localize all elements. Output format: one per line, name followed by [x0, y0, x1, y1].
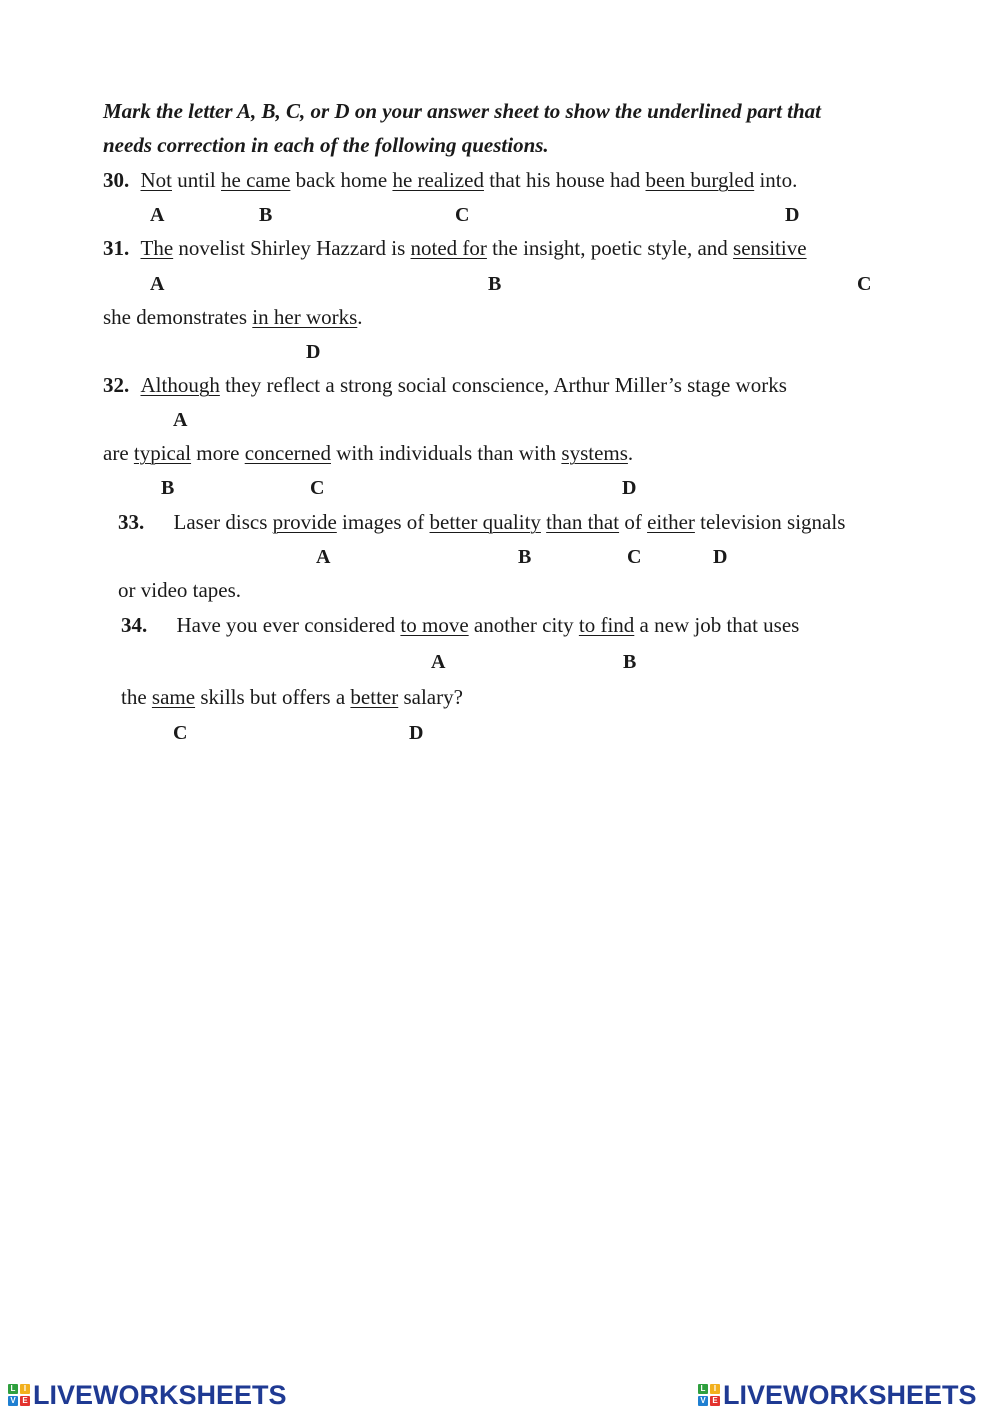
option-a-text[interactable]: Not [140, 168, 172, 192]
sentence-text: another city [468, 613, 579, 637]
q34-option-c-label: C [173, 722, 188, 744]
sentence-text: are [103, 441, 134, 465]
question-34-line-1 [121, 612, 799, 638]
q31-option-d-label: D [306, 341, 321, 363]
footer-logo-left[interactable] [8, 1378, 287, 1412]
logo-cell: V [8, 1396, 18, 1406]
brand-name: LIVEWORKSHEETS [723, 1379, 977, 1410]
sentence-text: the insight, poetic style, and [486, 236, 734, 260]
question-number: 33. [118, 510, 145, 534]
option-b-text[interactable]: to find [578, 613, 635, 637]
option-d-text[interactable]: systems [561, 441, 628, 465]
sentence-text: until [172, 168, 222, 192]
q33-option-c-label: C [627, 546, 642, 568]
q34-option-a-label: A [431, 651, 446, 673]
q30-option-c-label: C [455, 204, 470, 226]
option-a-text[interactable]: The [140, 236, 174, 260]
sentence-text: novelist Shirley Hazzard is [173, 236, 411, 260]
option-d-text[interactable]: in her works [252, 305, 358, 329]
q33-option-a-label: A [316, 546, 331, 568]
question-32-line-2 [103, 440, 633, 466]
option-c-text[interactable]: he realized [392, 168, 484, 192]
question-34-line-2 [121, 684, 463, 710]
option-c-text[interactable]: same [151, 685, 196, 709]
option-d-text[interactable]: been burgled [645, 168, 755, 192]
sentence-text: salary? [398, 685, 463, 709]
instructions-line-2: needs correction in each of the following questions. [103, 133, 549, 157]
q32-option-a-label: A [173, 409, 188, 431]
question-31-line-1 [103, 235, 807, 261]
option-c-text[interactable]: sensitive [733, 236, 807, 260]
question-32-line-1 [103, 372, 787, 398]
q33-option-b-label: B [518, 546, 532, 568]
sentence-text: into. [754, 168, 798, 192]
sentence-text: they reflect a strong social conscience, Arthur Miller’s stage works [219, 373, 787, 397]
option-c-text[interactable]: than that [546, 510, 620, 534]
sentence-text: . [357, 305, 363, 329]
sentence-text: . [627, 441, 634, 465]
sentence-text: Laser discs [173, 510, 273, 534]
sentence-text: she demonstrates [103, 305, 253, 329]
q31-option-a-label: A [150, 273, 165, 295]
logo-cell: E [710, 1396, 720, 1406]
logo-cell: L [8, 1384, 18, 1394]
q30-option-b-label: B [259, 204, 273, 226]
sentence-text: Have you ever considered [176, 613, 401, 637]
question-33-line-2 [118, 577, 241, 603]
logo-cell: V [698, 1396, 708, 1406]
logo-cell: I [710, 1384, 720, 1394]
question-33-line-1 [118, 509, 845, 535]
option-c-text[interactable]: concerned [244, 441, 331, 465]
sentence-text: more [191, 441, 245, 465]
q32-option-b-label: B [161, 477, 175, 499]
logo-cell: I [20, 1384, 30, 1394]
q31-option-b-label: B [488, 273, 502, 295]
q30-option-d-label: D [785, 204, 800, 226]
liveworksheets-logo-icon [8, 1384, 30, 1406]
sentence-text: skills but offers a [195, 685, 351, 709]
question-number: 34. [121, 613, 148, 637]
option-b-text[interactable]: better quality [429, 510, 541, 534]
q34-option-b-label: B [623, 651, 637, 673]
option-a-text[interactable]: to move [400, 613, 469, 637]
q30-option-a-label: A [150, 204, 165, 226]
sentence-text: the [121, 685, 152, 709]
option-b-text[interactable]: noted for [410, 236, 487, 260]
option-b-text[interactable]: he came [221, 168, 291, 192]
sentence-text: of [619, 510, 648, 534]
question-number: 30. [103, 168, 130, 192]
liveworksheets-logo-icon [698, 1384, 720, 1406]
question-30-line-1 [103, 167, 797, 193]
sentence-text: back home [290, 168, 393, 192]
q34-option-d-label: D [409, 722, 424, 744]
q32-option-c-label: C [310, 477, 325, 499]
sentence-text: that his house had [483, 168, 646, 192]
q31-option-c-label: C [857, 273, 872, 295]
q32-option-d-label: D [622, 477, 637, 499]
option-a-text[interactable]: Although [140, 373, 220, 397]
question-number: 31. [103, 236, 130, 260]
option-d-text[interactable]: either [647, 510, 695, 534]
sentence-text: with individuals than with [330, 441, 562, 465]
q33-option-d-label: D [713, 546, 728, 568]
brand-name: LIVEWORKSHEETS [33, 1379, 287, 1410]
option-b-text[interactable]: typical [133, 441, 192, 465]
footer-logo-right[interactable] [698, 1378, 977, 1412]
question-31-line-2 [103, 304, 363, 330]
sentence-text: a new job that uses [634, 613, 800, 637]
option-a-text[interactable]: provide [272, 510, 337, 534]
option-d-text[interactable]: better [350, 685, 399, 709]
sentence-text: images of [336, 510, 430, 534]
question-number: 32. [103, 373, 130, 397]
logo-cell: L [698, 1384, 708, 1394]
instructions-line-1: Mark the letter A, B, C, or D on your answer sheet to show the underlined part that [103, 99, 822, 123]
sentence-text: television signals [694, 510, 846, 534]
sentence-text: or video tapes. [118, 578, 242, 602]
logo-cell: E [20, 1396, 30, 1406]
